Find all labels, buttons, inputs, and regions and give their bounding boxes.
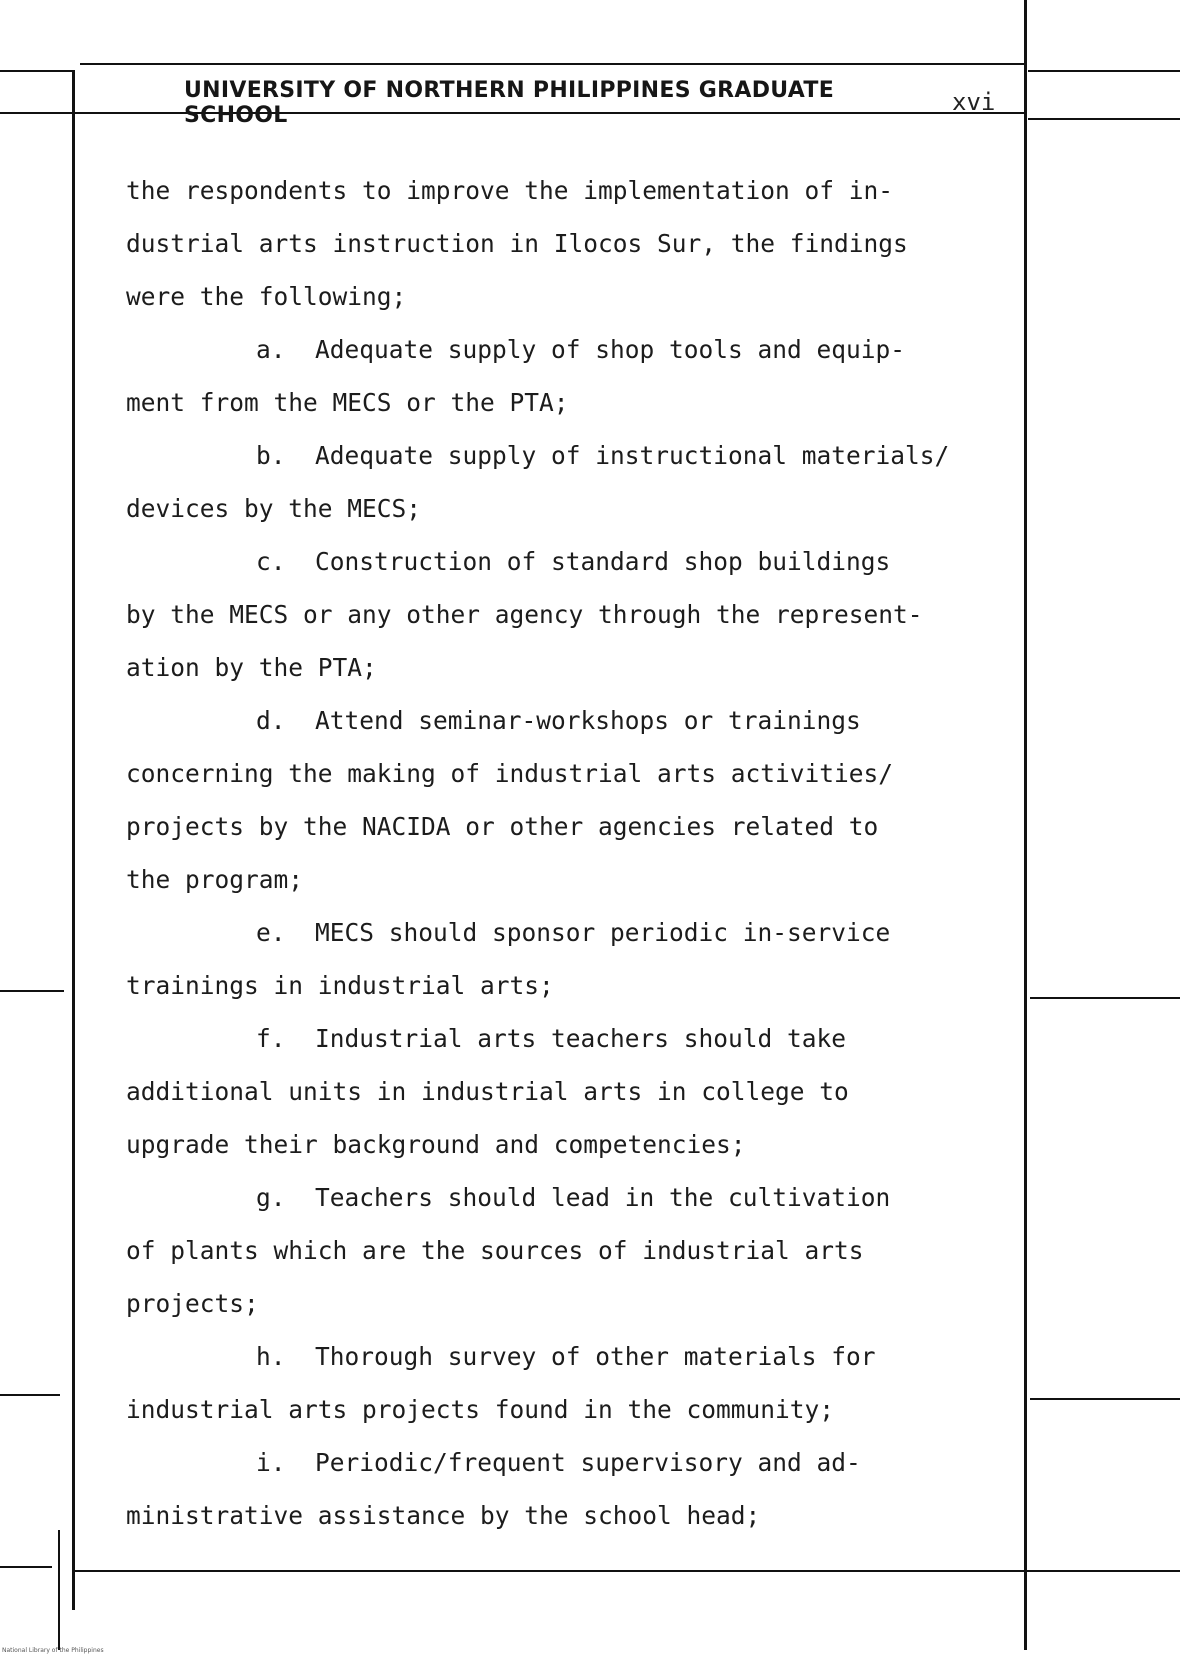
mid-rule-left — [0, 990, 64, 992]
top-rule-right — [1028, 70, 1180, 72]
list-item-h-line: h. Thorough survey of other materials for — [256, 1342, 876, 1371]
list-item-g-line: of plants which are the sources of industrial arts — [126, 1236, 864, 1265]
list-item-a-line: ment from the MECS or the PTA; — [126, 388, 569, 417]
list-item-c-line: c. Construction of standard shop buildings — [256, 547, 891, 576]
list-item-f-line: additional units in industrial arts in college to — [126, 1077, 849, 1106]
list-item-e-line: trainings in industrial arts; — [126, 971, 554, 1000]
top-rule — [80, 63, 1024, 65]
low-rule-right — [1030, 1398, 1180, 1400]
list-item-g-line: projects; — [126, 1289, 259, 1318]
list-item-c-line: by the MECS or any other agency through the represent- — [126, 600, 923, 629]
bottom-rule — [72, 1570, 1180, 1572]
header-rule-left — [0, 112, 72, 114]
list-item-c-line: ation by the PTA; — [126, 653, 377, 682]
left-edge-line — [58, 1530, 60, 1650]
right-margin-line — [1024, 0, 1027, 1650]
body-text — [126, 164, 1006, 1542]
top-rule-left — [0, 70, 72, 72]
body-line: the respondents to improve the implementation of in- — [126, 176, 894, 205]
list-item-f-line: f. Industrial arts teachers should take — [256, 1024, 847, 1053]
body-line: dustrial arts instruction in Ilocos Sur, the findings — [126, 229, 908, 258]
list-item-d-line: d. Attend seminar-workshops or trainings — [256, 706, 861, 735]
list-item-h-line: industrial arts projects found in the community; — [126, 1395, 835, 1424]
list-item-e-line: e. MECS should sponsor periodic in-service — [256, 918, 891, 947]
page-number: xvi — [952, 88, 996, 116]
left-margin-line — [72, 70, 75, 1610]
list-item-d-line: the program; — [126, 865, 304, 894]
list-item-b-line: devices by the MECS; — [126, 494, 422, 523]
list-item-d-line: projects by the NACIDA or other agencies related to — [126, 812, 879, 841]
list-item-a-line: a. Adequate supply of shop tools and equip- — [256, 335, 906, 364]
low-rule-left — [0, 1394, 60, 1396]
list-item-f-line: upgrade their background and competencies; — [126, 1130, 746, 1159]
body-line: were the following; — [126, 282, 407, 311]
list-item-i-line: i. Periodic/frequent supervisory and ad- — [256, 1448, 861, 1477]
list-item-b-line: b. Adequate supply of instructional materials/ — [256, 441, 950, 470]
list-item-i-line: ministrative assistance by the school head; — [126, 1501, 761, 1530]
mid-rule-right — [1030, 997, 1180, 999]
list-item-d-line: concerning the making of industrial arts activities/ — [126, 759, 894, 788]
scan-footer-label: National Library of the Philippines — [2, 1647, 104, 1654]
page-header-title: UNIVERSITY OF NORTHERN PHILIPPINES GRADUATE SCHOOL — [184, 78, 835, 128]
header-rule-right — [1028, 118, 1180, 120]
bottom-rule-left — [0, 1566, 52, 1568]
list-item-g-line: g. Teachers should lead in the cultivation — [256, 1183, 891, 1212]
